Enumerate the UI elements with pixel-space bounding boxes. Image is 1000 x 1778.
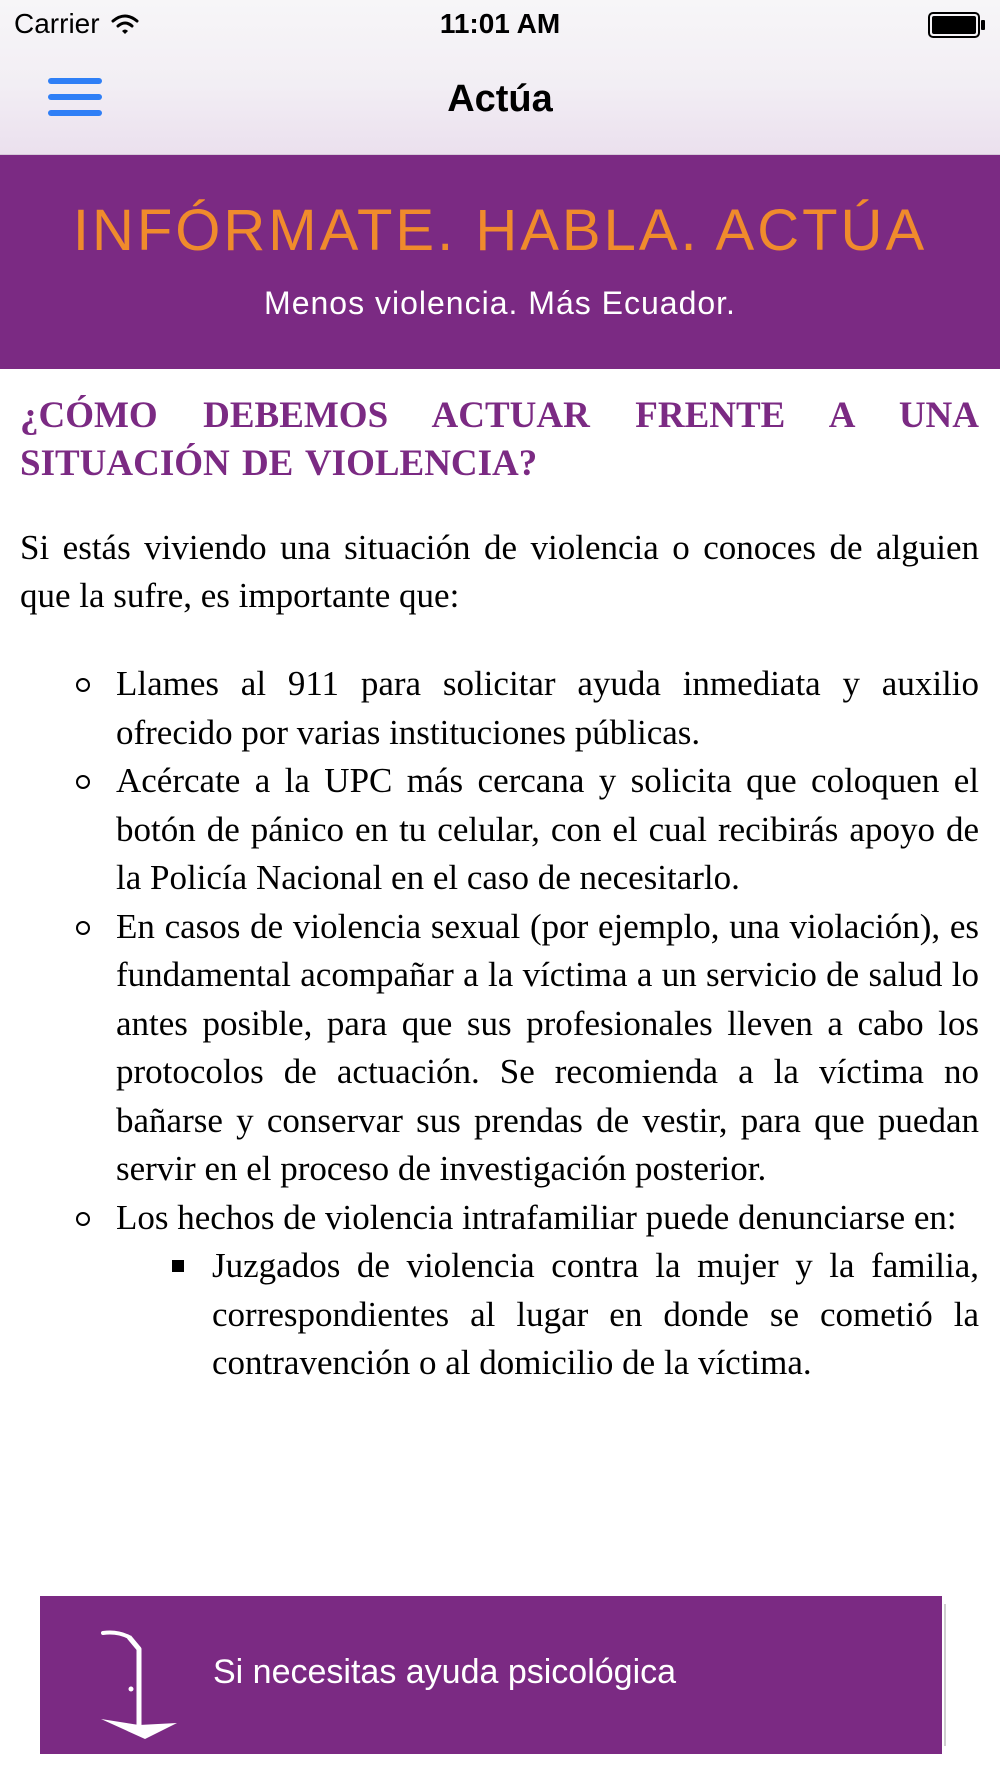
intro-paragraph: Si estás viviendo una situación de violencia o conoces de alguien que la sufre, es importante que: [20,528,979,615]
sub-list-item [212,1242,979,1388]
sub-list [116,1242,979,1388]
article-content [20,392,979,1388]
battery-icon [928,12,986,38]
action-list [20,660,979,1388]
list-item [116,757,979,903]
list-item-text: Los hechos de violencia intrafamiliar puede denunciarse en: [116,1197,957,1237]
page-title: Actúa [447,78,553,120]
status-time: 11:01 AM [439,8,561,39]
help-button-label: Si necesitas ayuda psicológica [213,1653,677,1691]
list-item-text: Llames al 911 para solicitar ayuda inmediata y auxilio ofrecido por varias instituciones públicas. [116,664,979,752]
list-item [116,903,979,1194]
campaign-banner [0,155,1000,369]
sub-list-item-text: Juzgados de violencia contra la mujer y la familia, correspondientes al lugar en donde se cometió la contravención o al domicilio de la víctima. [212,1246,979,1382]
list-item [116,660,979,757]
banner-slogan: INFÓRMATE. HABLA. ACTÚA [72,198,928,263]
list-item-text: En casos de violencia sexual (por ejemplo, una violación), es fundamental acompañar a la víctima a un servicio de salud lo antes posible, para que sus profesionales lleven a cabo los protocolos de actuación. Se recomienda a la víctima no bañarse y conservar sus prendas de vestir, para que puedan servir en el proceso de investigación posterior. [116,906,979,1188]
list-item [116,1194,979,1388]
banner-tagline: Menos violencia. Más Ecuador. [264,285,736,321]
psychological-help-button[interactable] [40,1596,942,1754]
list-item-text: Acércate a la UPC más cercana y solicita que coloquen el botón de pánico en tu celular, con el cual recibirás apoyo de la Policía Nacional en el caso de necesitarlo. [116,761,979,897]
carrier-label: Carrier [14,8,100,39]
section-heading: ¿CÓMO DEBEMOS ACTUAR FRENTE A UNA SITUACIÓN DE VIOLENCIA? [20,395,979,484]
door-icon [99,1629,181,1741]
status-bar [0,0,1000,50]
